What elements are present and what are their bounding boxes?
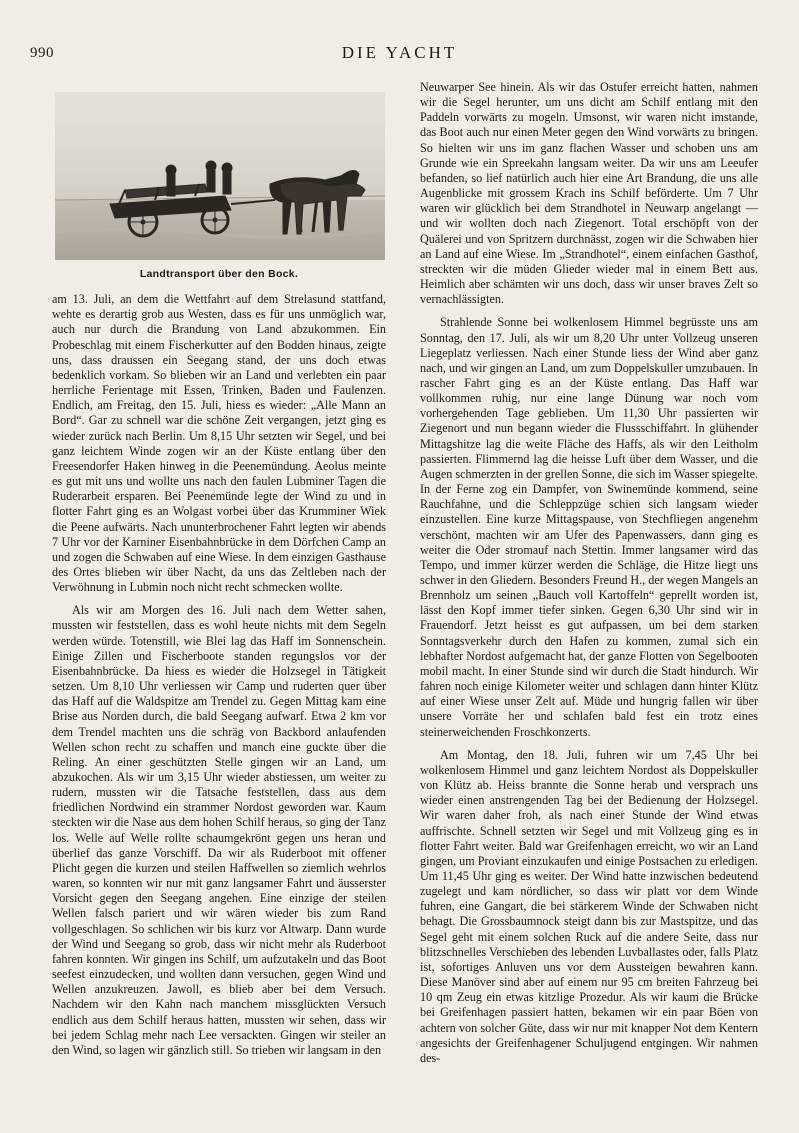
figure-caption: Landtransport über den Bock. [139,268,299,280]
right-column [420,80,758,1066]
left-paragraph-2: Als wir am Morgen des 16. Juli nach dem Wetter sahen, mussten wir feststellen, dass es wohl heute nichts mit dem Segeln werden würde. Totenstill, wie Blei lag das Haff im Sonnenschein. Einige Zillen und Fischerboote standen regungslos vor der Eisenbahnbrücke. Da hiess es wieder die Holzsegel in Tätigkeit setzen. Um 8,10 Uhr verliessen wir Camp und ruderten quer über das Haff auf die Waldspitze am Trendel zu. Gegen Mittag kam eine Brise aus Norden durch, die bald Seegang aufwarf. Etwa 2 km vor dem Trendel machten uns die schräg von Backbord anlaufenden Wellen schon recht zu schaffen und manch eine guckte über die Reling. An einer geschützten Stelle gingen wir an Land, um abzukochen. Als wir um 3,15 Uhr wieder abstiessen, um weiter zu rudern, mussten wir die Tatsache feststellen, dass aus dem friedlichen Nordwind ein strammer Nordost geworden war. Kaum steckten wir die Nase aus dem hohen Schilf heraus, so ging der Tanz los. Welle auf Welle rollte schaumgekrönt gegen uns heran und überlief das ganze Vorschiff. Da wir als Ruderboot mit offener Plicht gegen die kurzen und steilen Haffwellen so ziemlich wehrlos waren, so konnten wir nur mit ganz langsamer Fahrt und äusserster Vorsicht gegen den Seegang angehen. Eine einzige der steilen Wellen falsch pariert und wir wären wieder bis zum Rand vollgeschlagen. So schlichen wir bis kurz vor Altwarp. Dann wurde der Wind und Seegang so grob, dass wir nicht mehr als Ruderboot fahren konnten. Wir gingen ins Schilf, um aufzutakeln und das Boot seefest einzudecken, und wollten dann versuchen, gegen Wind und Wellen anzukreuzen. Jawoll, es blieb aber bei dem Versuch. Nachdem wir den Kahn nach manchem missglückten Versuch endlich aus dem Schilf heraus hatten, mussten wir sehen, dass wir bei jedem Schlag mehr nach Lee versackten. Gingen wir steiler an den Wind, so lagen wir gänzlich still. So trieben wir langsam in den [52,603,386,1057]
left-column [52,80,386,1058]
running-title: DIE YACHT [341,43,458,62]
page-number: 990 [30,45,54,61]
photo-horse-cart-on-beach [55,92,385,260]
left-paragraph-1: am 13. Juli, an dem die Wettfahrt auf dem Strelasund stattfand, wehte es derartig grob aus Westen, dass es für uns unmöglich war, auch nur durch die Brandung von Land abzukommen. Ein Probeschlag mit einem Fischerkutter auf den Bodden hinaus, zeigte uns, dass draussen ein Seegang stand, der uns doch etwas bedenklich vorkam. So blieben wir an Land und verlebten ein paar herrliche Ferientage mit Essen, Trinken, Baden und Faulenzen. Endlich, am Freitag, den 15. Juli, hiess es wieder: „Alle Mann an Bord“. Gar zu schnell war die schöne Zeit vergangen, jetzt ging es wieder zurück nach Berlin. Um 8,15 Uhr setzten wir Segel, und bei ganz leichtem Winde zogen wir an der Küste entlang über den Freesendorfer Haken hinweg in die Peenemündung. Aeolus meinte es gut mit uns und wollte uns nach den faulen Lubminer Tagen die Ruderarbeit ersparen. Bei Peenemünde legte der Wind zu und in flotter Fahrt ging es an Wolgast vorbei über das Krumminer Wiek die Peene aufwärts. Nach ununterbrochener Fahrt legten wir abends 7 Uhr vor der Karniner Eisenbahnbrücke in dem Dörfchen Camp an und zogen die Schwaben auf eine Wiese. In dem einzigen Gasthause des Ortes blieben wir über Nacht, da uns das Zeltleben nach der Verwöhnung in Lubmin noch nicht recht schmecken wollte. [52,292,386,595]
right-paragraph-2: Strahlende Sonne bei wolkenlosem Himmel begrüsste uns am Sonntag, den 17. Juli, als wir um 8,20 Uhr unter Vollzeug unseren Liegeplatz verliessen. Nach einer Stunde liess der Wind aber ganz nach, und wir gingen an Land, um zum Doppelskuller umzubauen. In rascher Fahrt ging es an der Küste entlang. Das Haff war vollkommen ruhig, nur eine lange Dünung war noch vom vorhergehenden Tage geblieben. Um 11,30 Uhr passierten wir Ziegenort und nun begann wieder die Flussschiffahrt. In glühender Mittagshitze lag die weite Fläche des Haffs, als wir den Leitholm passierten. Flimmernd lag die heisse Luft über dem Wasser, und die Augen schmerzten in der grellen Sonne, die sich im Wasser spiegelte. In der Ferne zog ein Dampfer, von Swinemünde kommend, seine Rauchfahne, und die Schleppzüge schien sich langsam wieder einzustellen. Eine kurze Mittagspause, von Stechfliegen angenehm verschönt, machten wir am Ufer des Papenwassers, dann ging es weiter die Oder stromauf nach Stettin. Immer langsamer wird das Tempo, und immer kürzer werden die Schläge, die Hitze liegt uns schwer in den Gliedern. Besonders Freund H., der wegen Mangels an Brennholz um seinen „Bauch voll Kartoffeln“ geprellt worden ist, lässt den Kopf immer tiefer sinken. Gegen 6,30 Uhr sind wir in Frauendorf. Jetzt heisst es gut aufpassen, um bei dem starken Sonntagsverkehr durch den Hafen zu kommen, zumal sich ein lebhafter Nordost aufgemacht hat, der ganze Flotten von Segelbooten mobil macht. In einer Stunde sind wir durch die Stadt hindurch. Wir fahren noch einige Kilometer weiter und schlagen dann hinter Klütz auf einer Wiese unser Zelt auf. Müde und hungrig fallen wir über unsere Vorräte her und schlafen bald fest ein trotz eines steinerweichenden Froschkonzerts. [420,315,758,739]
photo-illustration [55,92,385,260]
right-paragraph-3: Am Montag, den 18. Juli, fuhren wir um 7,45 Uhr bei wolkenlosem Himmel und ganz leichtem Nordost als Doppelskuller von Klütz ab. Heiss brannte die Sonne herab und versprach uns wieder einen anstrengenden Tag bei der Bedienung der Holzsegel. Wir waren daher froh, als nach einer Stunde der Wind etwas auffrischte. Schnell setzten wir Segel und mit Vollzeug ging es in flotter Fahrt weiter. Bald war Greifenhagen erreicht, wo wir an Land gingen, um Proviant einzukaufen und einige Postsachen zu erledigen. Um 11,45 Uhr ging es weiter. Der Wind hatte inzwischen bedeutend zugelegt und kam nördlicher, so dass wir platt vor dem Winde fuhren, eine Gangart, die bei stärkerem Winde der Schwaben nicht behagt. Die Grossbaumnock steigt dann bis zur Mastspitze, und das Segel geht mit einem solchen Ruck auf die andere Seite, dass nur blitzschnelles Verschieben des lebenden Luvballastes oder, falls Platz ist, sofortiges Anluven uns vor dem Aussteigen bewahren kann. Diese Manöver sind aber auf einem nur 95 cm breiten Fahrzeug bei 10 qm Zeug ein etwas kitzlige Prozedur. Als wir kaum die Brücke bei Greifenhagen passiert hatten, bekamen wir ein paar Böen von achtern von solcher Güte, dass wir nur mit knapper Not dem Kentern angesichts der Greifenhagener Schuljugend entgingen. Wir nahmen des- [420,747,758,1065]
right-paragraph-1: Neuwarper See hinein. Als wir das Ostufer erreicht hatten, nahmen wir die Segel herunter, um uns dicht am Schilf entlang mit den Paddeln vorwärts zu mogeln. Umsonst, wir waren nicht imstande, das Boot auch nur einen Meter gegen den Wind vorwärts zu bringen. So hielten wir uns im ganz flachen Wasser und schoben uns am Grunde wie ein Spreekahn langsam weiter. Da wir uns am Leeufer befanden, so lief natürlich auch hier eine Art Brandung, die uns alle Augenblicke mit grossem Krach ins Schilf beförderte. Um 7 Uhr waren wir glücklich bei dem Strandhotel in Neuwarp angelangt — und wir wollten doch nach Ziegenort. Total erschöpft von der Quälerei und von Spritzern durchnässt, zogen wir die Schwaben hier an Land auf eine Wiese. Im „Strandhotel“, einem einfachen Gasthof, streckten wir die müden Glieder wieder mal in einem Bett aus. Heimlich aber schämten wir uns doch, dass wir unser braves Zelt so vernachlässigten. [420,80,758,307]
